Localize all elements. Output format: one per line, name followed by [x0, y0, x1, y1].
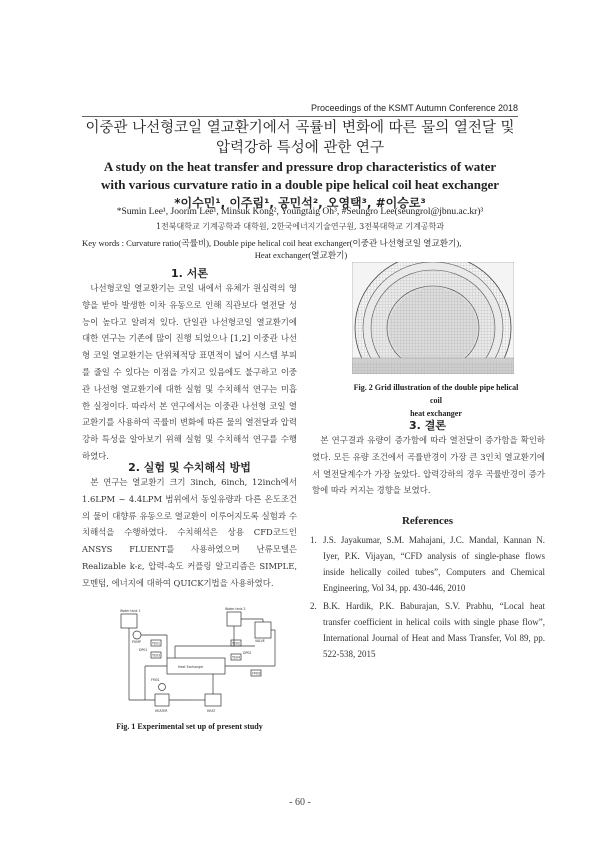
- label-pump: PUMP: [132, 640, 141, 644]
- section3-body: 본 연구결과 유량이 증가함에 따라 열전달이 증가함을 확인하였다. 모든 유량 조건에서 곡률반경이 가장 큰 3인치 열교환기에서 열전달계수가 가장 높았다. 압력강하의 경우 곡률반경이 증가함에 따라 커지는 경향을 보였다.: [312, 435, 545, 496]
- reference-text: J.S. Jayakumar, S.M. Mahajani, J.C. Mandal, Kannan N. Iyer, P.K. Vijayan, “CFD analysis of single-phase flows inside helically coiled tubes”, Computers and Chemical Engineering, Vol 34, pp. 430-446, 2010: [323, 535, 545, 593]
- pump-1: [133, 631, 141, 639]
- section2-body: 본 연구는 열교환기 크기 3inch, 6inch, 12inch에서 1.6LPM ~ 4.4LPM 범위에서 동일유량과 다른 온도조건의 물이 대향류 유동으로 열교환이 이루어지도록 실험과 수치해석을 수행하였다. 수치해석은 상용 CFD코드인 ANSYS FLUENT를 사용하였으며 난류모델은 Realizable k-ε, 압력-속도 커플링 알고리즘은 SIMPLE, 모멘텀, 에너지에 대하여 QUICK기법을 사용하였다.: [82, 477, 297, 588]
- affiliations: 1전북대학교 기계공학과 대학원, 2한국에너지기술연구원, 3전북대학교 기계공학과: [155, 222, 445, 231]
- section1-heading: 1. 서론: [171, 267, 208, 280]
- figure1-caption: Fig. 1 Experimental set up of present study: [116, 722, 263, 731]
- english-title-line-2: with various curvature ratio in a double pipe helical coil heat exchanger: [100, 177, 500, 192]
- keywords-line-2: Heat exchanger(열교환기): [254, 250, 348, 260]
- references-heading: References: [401, 515, 454, 527]
- label-fm01: FM01: [151, 678, 160, 682]
- korean-title: [60, 118, 540, 158]
- english-authors: *Sumin Lee¹, Joorim Lee¹, Minsuk Kong², Youngtaig Oh³, #Seungro Lee(seungrol@jbnu.ac.kr)³: [116, 207, 484, 217]
- experimental-setup-schematic: [115, 604, 285, 716]
- heater-box: [155, 694, 169, 706]
- pump-2: [159, 684, 166, 691]
- label-heat: HEAT: [207, 709, 216, 713]
- section2-heading: 2. 실험 및 수치해석 방법: [128, 461, 251, 474]
- english-title: [70, 158, 530, 194]
- keywords-line-1: Key words : Curvature ratio(곡률비), Double pipe helical coil heat exchanger(이중관 나선형코일 열교환기),: [82, 238, 462, 248]
- english-title-line-1: A study on the heat transfer and pressure drop characteristics of water: [103, 159, 497, 174]
- reference-text: B.K. Hardik, P.K. Baburajan, S.V. Prabhu, “Local heat transfer coefficient in helical coils with single phase flow”, International Journal of Heat and Mass Transfer, Vol 89, pp. 522-538, 2015: [323, 601, 545, 659]
- section3-heading: 3. 결론: [409, 419, 446, 432]
- label-heat-exchanger: Heat Exchanger: [178, 665, 204, 669]
- references-list: [310, 532, 545, 664]
- figure2-caption-line-2: heat exchanger: [410, 409, 462, 418]
- section1-body: 나선형코일 열교환기는 코일 내에서 유체가 원심력의 영향을 받아 발생한 이차 유동으로 인해 직관보다 열전달 성능이 높다고 알려져 있다. 단일관 나선형코일 열교환기에 대한 연구는 기존에 많이 진행 되었으나 [1,2] 이중관 나선형 코일 열교환기는 단위체적당 표면적이 넓어 시스템 부피를 줄일 수 있다는 이점을 가지고 있음에도 불구하고 이중관 나선형 열교환기에 대한 실험 및 수치해석 연구는 미흡한 실정이다. 따라서 본 연구에서는 이중관 나선형 코일 열교환기를 사용하여 곡률비 변화에 따른 물의 열전달과 압력강하 특성을 알아보기 위해 실험 및 수치해석 연구를 수행하였다.: [82, 283, 297, 461]
- korean-title-line-1: 이중관 나선형코일 열교환기에서 곡률비 변화에 따른 물의 열전달 및: [85, 120, 515, 136]
- water-tank-1: [121, 614, 137, 628]
- proceedings-header: Proceedings of the KSMT Autumn Conference 2018: [311, 103, 518, 113]
- label-water-tank-1: Water tank 1: [120, 609, 141, 613]
- label-te03: TE02: [232, 641, 241, 646]
- keywords: [82, 237, 520, 261]
- label-water-tank-2: Water tank 2: [225, 607, 246, 611]
- label-te04: TE04: [232, 655, 241, 660]
- label-te01: TE01: [152, 641, 161, 646]
- label-dp02: DP02: [243, 651, 252, 655]
- header-rule: [82, 116, 518, 117]
- reference-item: [310, 598, 545, 662]
- label-valve: VALVE: [255, 639, 265, 643]
- korean-authors: *이수민¹, 이주림¹, 공민석², 오영택³, #이승로³: [174, 196, 426, 210]
- water-tank-2: [227, 612, 241, 626]
- label-dp01: DP01: [139, 648, 148, 652]
- korean-title-line-2: 압력강하 특성에 관한 연구: [216, 140, 384, 156]
- reference-number: 2.: [310, 601, 317, 611]
- label-fm02: FM02: [252, 671, 261, 676]
- label-heater: HEATER: [155, 709, 168, 713]
- reference-number: 1.: [310, 535, 317, 545]
- page-number: - 60 -: [289, 797, 311, 808]
- label-te02: TE03: [152, 653, 161, 658]
- grid-illustration-image: [352, 262, 514, 374]
- reference-item: [310, 532, 545, 596]
- figure2-caption: [352, 381, 520, 420]
- figure2-caption-line-1: Fig. 2 Grid illustration of the double pipe helical coil: [353, 383, 519, 405]
